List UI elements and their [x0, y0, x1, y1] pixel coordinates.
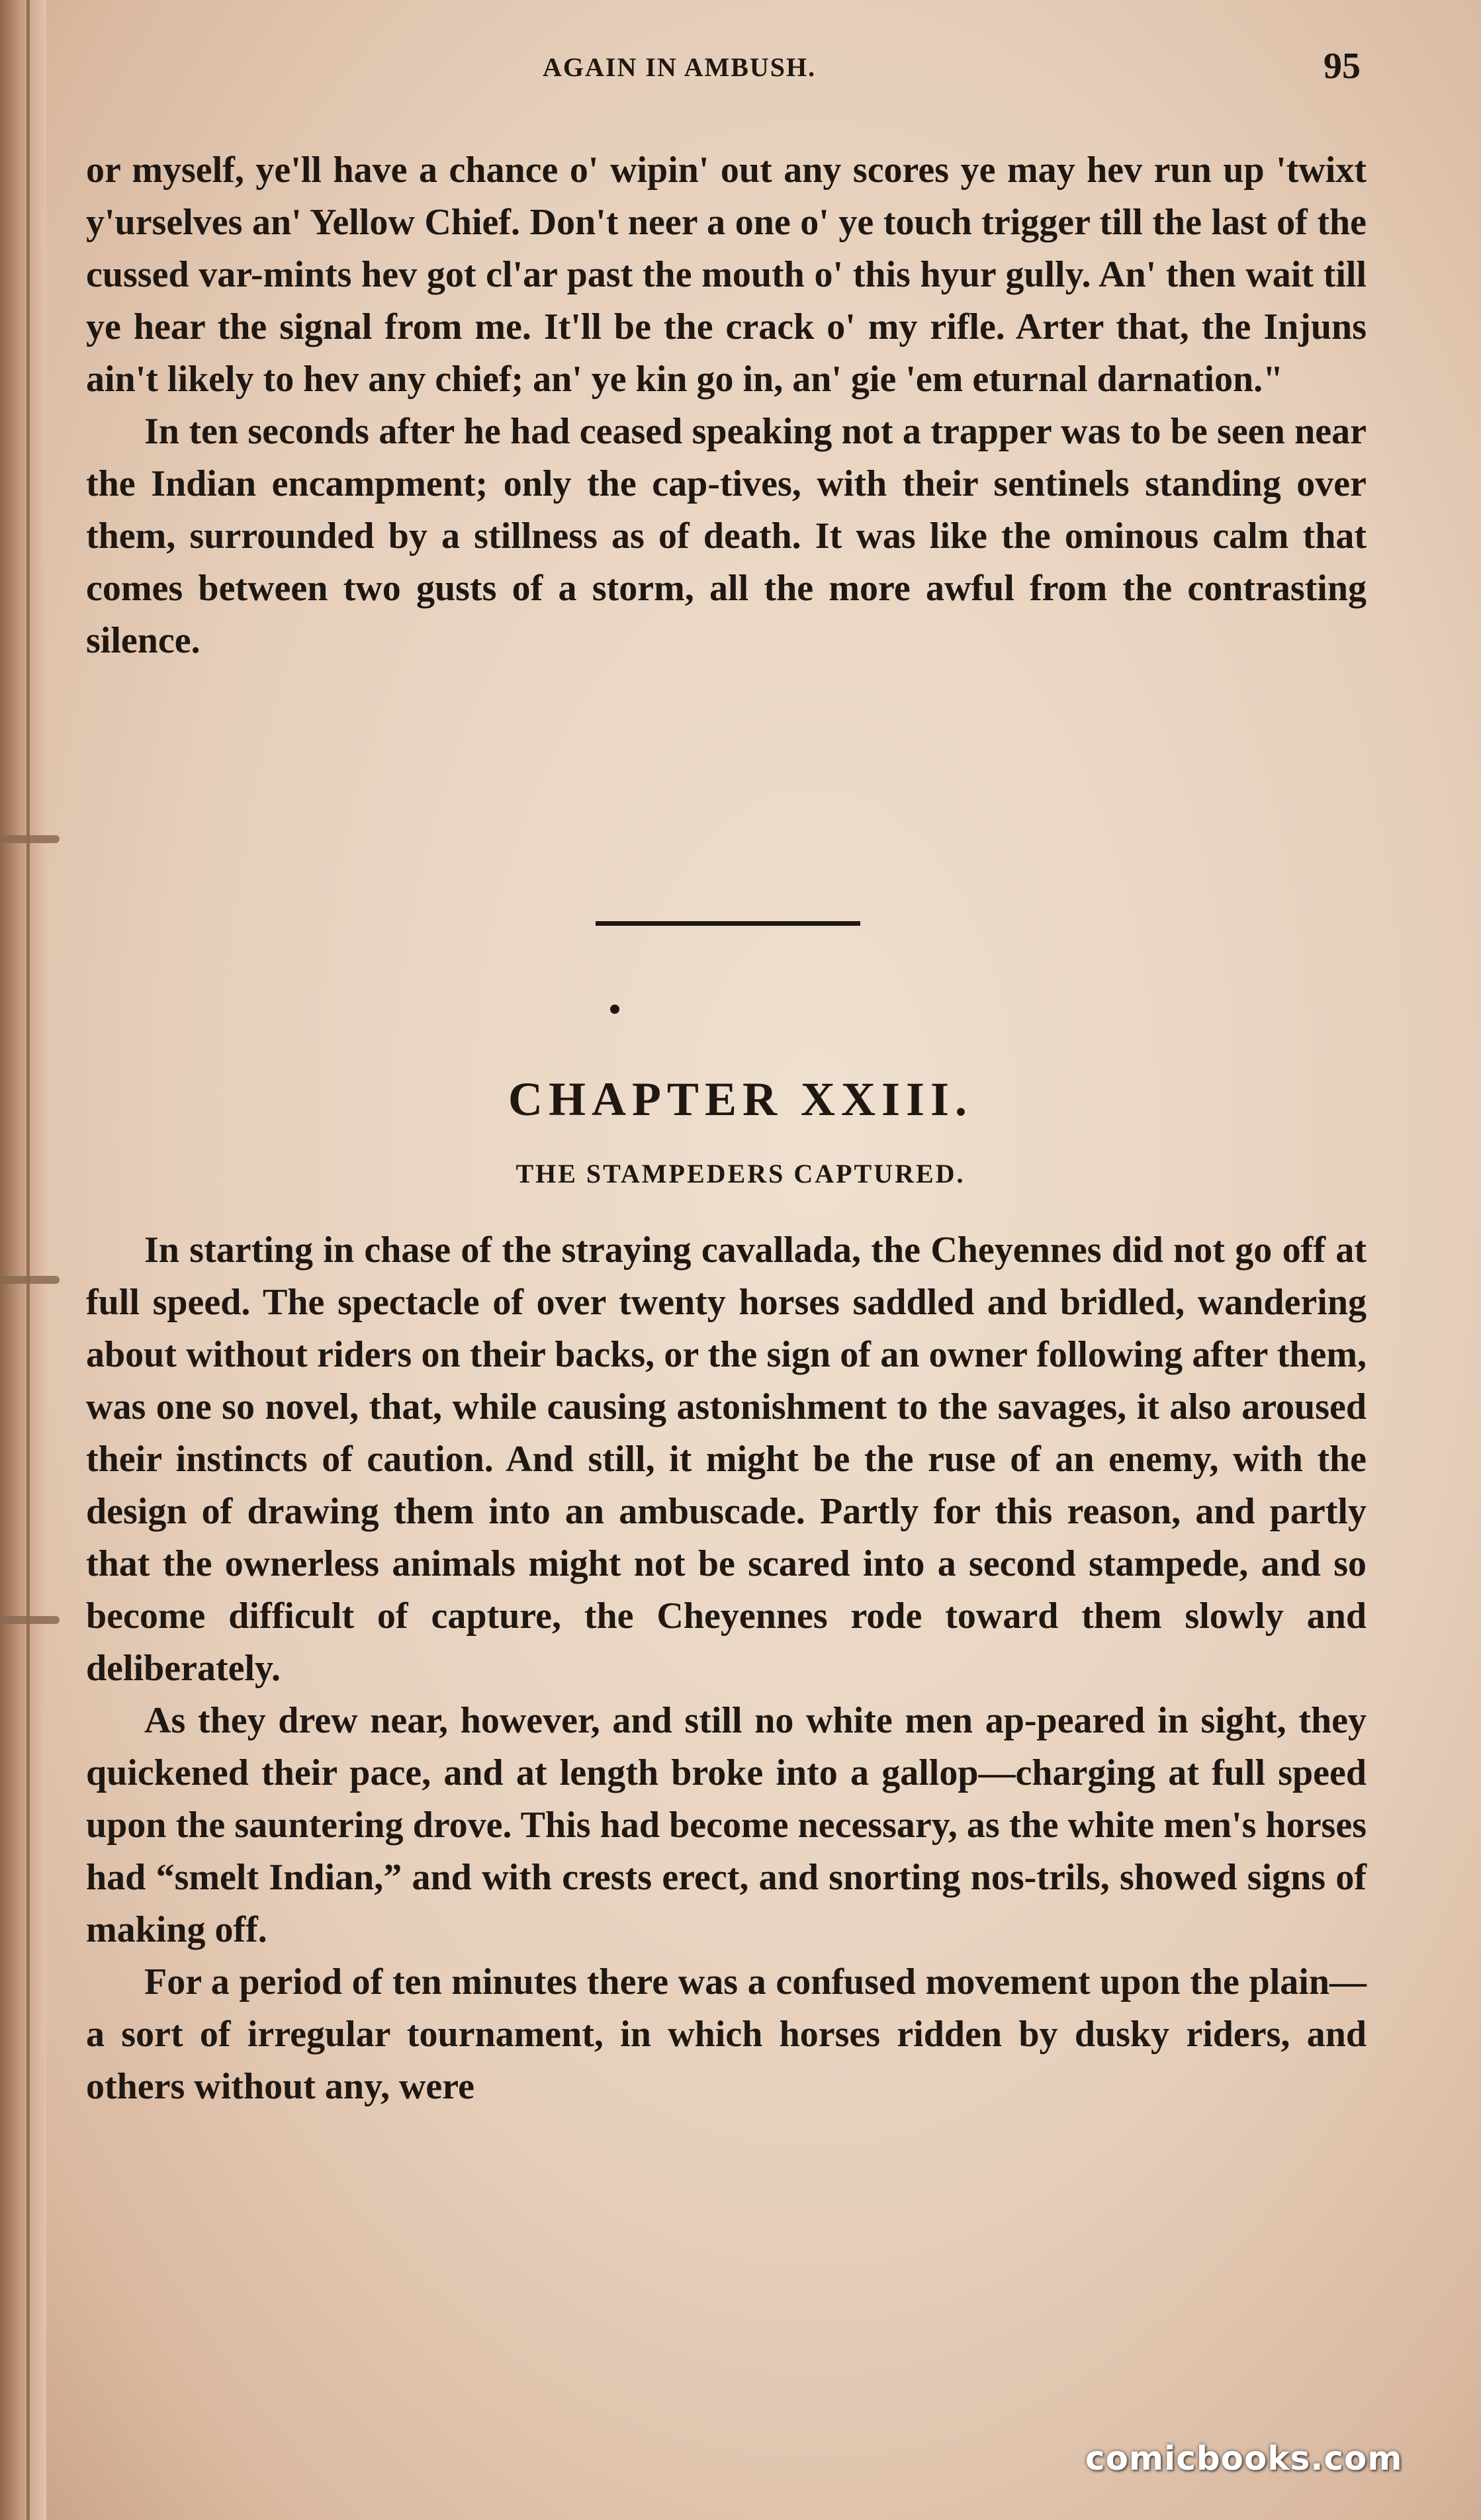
running-title: AGAIN IN AMBUSH.: [543, 52, 817, 82]
paragraph: As they drew near, however, and still no white men ap-peared in sight, they quickened their pace, and at length broke into a gallop—charging at full speed upon the sauntering drove. This had become necessary, as the white men's horses had “smelt Indian,” and with crests erect, and snorting nos-trils, showed signs of making off.: [86, 1700, 1367, 1950]
page-number: 95: [1324, 46, 1361, 87]
paragraph: For a period of ten minutes there was a confused movement upon the plain—a sort of irregular tournament, in which horses ridden by dusky riders, and others without any, were: [86, 1961, 1367, 2107]
binding-stitch: [0, 1616, 60, 1624]
body-text-bottom: [86, 1224, 1367, 2113]
binding-stitch: [0, 835, 60, 843]
paragraph: In ten seconds after he had ceased speaking not a trapper was to be seen near the Indian encampment; only the cap-tives, with their sentinels standing over them, surrounded by a stillness as of death. It was like the ominous calm that comes between two gusts of a storm, all the more awful from the contrasting silence.: [86, 411, 1367, 661]
chapter-subtitle: THE STAMPEDERS CAPTURED.: [516, 1159, 965, 1189]
section-rule: [596, 921, 860, 926]
binding-stitch: [0, 1276, 60, 1284]
book-gutter: [0, 0, 46, 2520]
paragraph: In starting in chase of the straying cavallada, the Cheyennes did not go off at full speed. The spectacle of over twenty horses saddled and bridled, wandering about without riders on their backs, or the sign of an owner following after them, was one so novel, that, while causing astonishment to the savages, it also aroused their instincts of caution. And still, it might be the ruse of an enemy, with the design of drawing them into an ambuscade. Partly for this reason, and partly that the ownerless animals might not be scared into a second stampede, and so become difficult of capture, the Cheyennes rode toward them slowly and deliberately.: [86, 1230, 1367, 1689]
watermark: comicbooks.com: [1085, 2439, 1403, 2478]
paragraph: or myself, ye'll have a chance o' wipin' out any scores ye may hev run up 'twixt y'urselves an' Yellow Chief. Don't neer a one o' ye touch trigger till the last of the cussed var-mints hev got cl'ar past the mouth o' this hyur gully. An' then wait till ye hear the signal from me. It'll be the crack o' my rifle. Arter that, the Injuns ain't likely to hev any chief; an' ye kin go in, an' gie 'em eturnal darnation.": [86, 150, 1367, 400]
body-text-top: [86, 144, 1367, 667]
binding-fold: [26, 0, 30, 2520]
chapter-title: CHAPTER XXIII.: [508, 1073, 973, 1126]
ink-dot: [610, 1005, 619, 1014]
running-head: [0, 46, 1481, 98]
